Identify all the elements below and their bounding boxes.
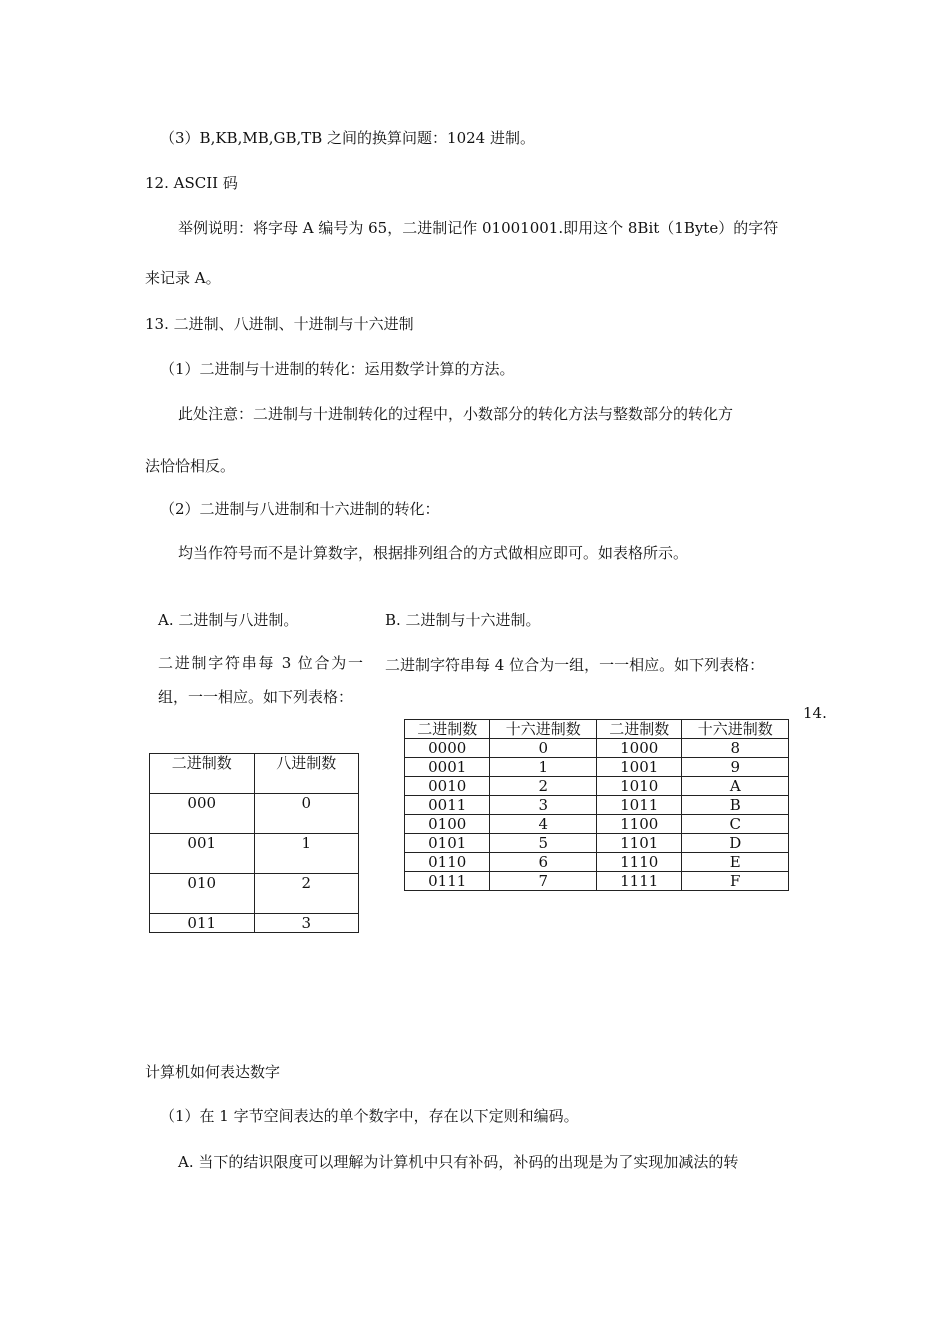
bin-hex-table xyxy=(404,719,789,891)
table-cell: 1011 xyxy=(596,796,681,815)
table-cell: 9 xyxy=(682,758,789,777)
section-bin-hex-desc: 二进制字符串每 4 位合为一组，一一相应。如下列表格： xyxy=(385,656,765,674)
table-row xyxy=(405,739,789,758)
table-cell: 4 xyxy=(490,815,597,834)
table-cell: 1001 xyxy=(596,758,681,777)
table-cell: 001 xyxy=(150,834,255,874)
table-cell: 2 xyxy=(490,777,597,796)
table-cell: 6 xyxy=(490,853,597,872)
table-cell: 1101 xyxy=(596,834,681,853)
table-cell: 0100 xyxy=(405,815,490,834)
heading-computer-numbers: 计算机如何表达数字 xyxy=(145,1063,281,1081)
table-cell: 1000 xyxy=(596,739,681,758)
table-cell: 2 xyxy=(254,874,359,914)
section-bin-oct xyxy=(158,610,363,714)
table-cell: 0 xyxy=(254,794,359,834)
bin-oct-table xyxy=(149,753,359,933)
table-cell: 0110 xyxy=(405,853,490,872)
table-cell: 0001 xyxy=(405,758,490,777)
text-line-bin-oct-hex: （2）二进制与八进制和十六进制的转化： xyxy=(160,500,440,518)
heading-ascii: 12. ASCII 码 xyxy=(145,174,238,192)
table-row xyxy=(405,834,789,853)
section-bin-oct-title: A. 二进制与八进制。 xyxy=(158,611,299,629)
table-cell: E xyxy=(682,853,789,872)
table-cell: 1111 xyxy=(596,872,681,891)
table-row xyxy=(150,794,359,834)
text-line-bin-dec: （1）二进制与十进制的转化：运用数学计算的方法。 xyxy=(160,360,515,378)
table-cell: 3 xyxy=(490,796,597,815)
table-cell: 0111 xyxy=(405,872,490,891)
table-cell: 5 xyxy=(490,834,597,853)
text-line-note: 此处注意：二进制与十进制转化的过程中，小数部分的转化方法与整数部分的转化方 xyxy=(178,405,734,423)
section-bin-hex-title: B. 二进制与十六进制。 xyxy=(385,611,541,629)
table-cell: C xyxy=(682,815,789,834)
table-cell: D xyxy=(682,834,789,853)
text-line-ascii-example: 举例说明：将字母 A 编号为 65，二进制记作 01001001.即用这个 8Bit（1Byte）的字符 xyxy=(178,219,779,237)
table-cell: 0010 xyxy=(405,777,490,796)
section-number-14: 14. xyxy=(803,704,827,722)
table-cell: 7 xyxy=(490,872,597,891)
table-cell: 1110 xyxy=(596,853,681,872)
table-row xyxy=(405,872,789,891)
table-header-cell: 十六进制数 xyxy=(682,720,789,739)
text-line-ascii-example-cont: 来记录 A。 xyxy=(145,269,221,287)
text-line-one-byte: （1）在 1 字节空间表达的单个数字中，存在以下定则和编码。 xyxy=(160,1107,579,1125)
table-cell: 1100 xyxy=(596,815,681,834)
table-cell: A xyxy=(682,777,789,796)
table-header-cell: 二进制数 xyxy=(150,754,255,794)
text-line-complement: A. 当下的结识限度可以理解为计算机中只有补码，补码的出现是为了实现加减法的转 xyxy=(178,1153,739,1171)
table-row xyxy=(405,815,789,834)
text-line-units: （3）B,KB,MB,GB,TB 之间的换算问题：1024 进制。 xyxy=(160,129,535,147)
table-header-row xyxy=(150,754,359,794)
table-row xyxy=(405,853,789,872)
table-row xyxy=(150,914,359,933)
table-row xyxy=(405,758,789,777)
table-cell: 3 xyxy=(254,914,359,933)
table-cell: 0 xyxy=(490,739,597,758)
table-row xyxy=(405,796,789,815)
table-cell: 1 xyxy=(254,834,359,874)
table-cell: 1 xyxy=(490,758,597,777)
text-line-symbol-note: 均当作符号而不是计算数字，根据排列组合的方式做相应即可。如表格所示。 xyxy=(178,544,689,562)
table-row xyxy=(150,874,359,914)
table-cell: B xyxy=(682,796,789,815)
heading-number-systems: 13. 二进制、八进制、十进制与十六进制 xyxy=(145,315,414,333)
table-cell: 0011 xyxy=(405,796,490,815)
section-bin-oct-desc: 二进制字符串每 3 位合为一组，一一相应。如下列表格： xyxy=(158,654,363,706)
table-header-cell: 八进制数 xyxy=(254,754,359,794)
table-header-cell: 二进制数 xyxy=(596,720,681,739)
table-cell: 8 xyxy=(682,739,789,758)
table-cell: 1010 xyxy=(596,777,681,796)
table-cell: 0000 xyxy=(405,739,490,758)
table-row xyxy=(150,834,359,874)
table-header-cell: 二进制数 xyxy=(405,720,490,739)
table-row xyxy=(405,777,789,796)
table-cell: 0101 xyxy=(405,834,490,853)
table-cell: 000 xyxy=(150,794,255,834)
table-cell: F xyxy=(682,872,789,891)
table-cell: 010 xyxy=(150,874,255,914)
text-line-note-cont: 法恰恰相反。 xyxy=(145,457,236,475)
table-header-cell: 十六进制数 xyxy=(490,720,597,739)
table-header-row xyxy=(405,720,789,739)
table-cell: 011 xyxy=(150,914,255,933)
